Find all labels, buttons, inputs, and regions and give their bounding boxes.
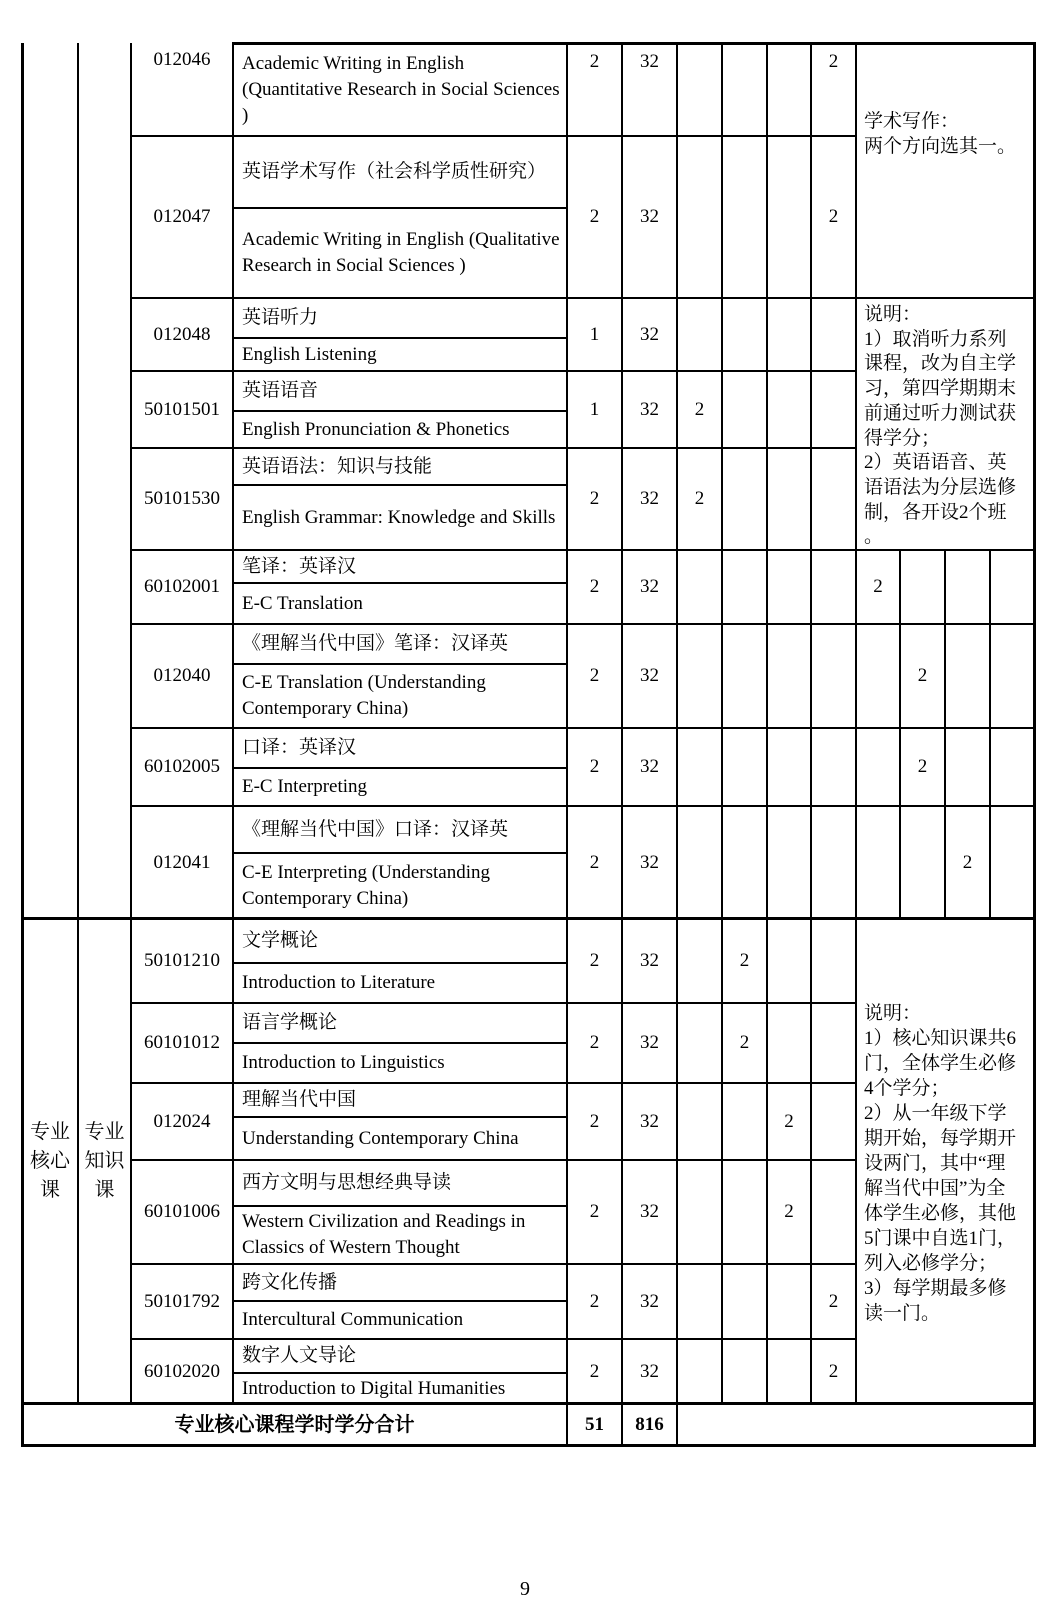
summary-hours: 816 <box>621 1403 678 1447</box>
semester-4-cell <box>810 1159 857 1265</box>
course-name-cn: 英语学术写作（社会科学质性研究） <box>232 135 568 209</box>
semester-5-cell: 2 <box>855 549 901 625</box>
semester-3-cell <box>766 370 812 449</box>
course-code: 012046 <box>130 43 234 137</box>
course-name-en: Academic Writing in English (Qualitative Research in Social Sciences ) <box>232 207 568 299</box>
course-name-en: C-E Interpreting (Understanding Contemporary China) <box>232 852 568 920</box>
summary-label: 专业核心课程学时学分合计 <box>21 1403 568 1447</box>
semester-2-cell <box>721 805 768 920</box>
course-name-cn: 笔译：英译汉 <box>232 549 568 584</box>
semester-4-cell: 2 <box>810 135 857 299</box>
semester-1-cell <box>676 549 723 625</box>
course-name-cn: 跨文化传播 <box>232 1263 568 1302</box>
note-line: 说明： <box>864 1002 922 1024</box>
credits-cell: 1 <box>566 297 623 372</box>
course-name-en: English Grammar: Knowledge and Skills <box>232 484 568 551</box>
semester-4-cell <box>810 1002 857 1084</box>
table-right-border <box>1033 43 1036 1447</box>
hours-cell: 32 <box>621 447 678 551</box>
semester-2-cell <box>721 447 768 551</box>
semester-7-cell <box>944 727 991 807</box>
course-name-en: Academic Writing in English (Quantitative Research in Social Sciences ) <box>232 43 568 137</box>
semester-2-cell <box>721 549 768 625</box>
semester-1-cell <box>676 1263 723 1340</box>
semester-4-cell <box>810 918 857 1004</box>
course-name-cn: 英语语音 <box>232 370 568 412</box>
semester-3-cell <box>766 43 812 137</box>
semester-3-cell <box>766 1002 812 1084</box>
note-line: 课程，改为自主学 <box>864 353 1017 375</box>
note-line: 说明： <box>864 304 922 325</box>
semester-8-cell <box>989 805 1036 920</box>
note-line: 体学生必修，其他 <box>864 1202 1017 1224</box>
semester-3-cell <box>766 447 812 551</box>
hours-cell: 32 <box>621 1263 678 1340</box>
course-name-en: C-E Translation (Understanding Contemporary China) <box>232 663 568 729</box>
course-name-en: English Pronunciation & Phonetics <box>232 410 568 449</box>
semester-3-cell <box>766 549 812 625</box>
note-line: 4个学分； <box>864 1077 950 1099</box>
semester-3-cell <box>766 135 812 299</box>
section-divider-line <box>21 917 1036 920</box>
table-bottom-border <box>21 1444 1036 1447</box>
course-code: 60102005 <box>130 727 234 807</box>
category-label-knowledge <box>77 918 132 1405</box>
course-name-en: English Listening <box>232 337 568 372</box>
semester-1-cell <box>676 43 723 137</box>
hours-cell: 32 <box>621 370 678 449</box>
course-name-cn: 文学概论 <box>232 918 568 964</box>
semester-4-cell <box>810 623 857 729</box>
credits-cell: 2 <box>566 549 623 625</box>
summary-empty-cell <box>676 1403 1036 1447</box>
semester-1-cell <box>676 1338 723 1405</box>
credits-cell: 2 <box>566 1082 623 1161</box>
course-code: 60101006 <box>130 1159 234 1265</box>
hours-cell: 32 <box>621 623 678 729</box>
semester-3-cell <box>766 805 812 920</box>
credits-cell: 2 <box>566 623 623 729</box>
course-name-en: E-C Translation <box>232 582 568 625</box>
summary-credits: 51 <box>566 1403 623 1447</box>
notes-knowledge-courses <box>855 918 1036 1405</box>
note-line: 列入必修学分； <box>864 1252 998 1274</box>
semester-1-cell: 2 <box>676 447 723 551</box>
course-name-en: E-C Interpreting <box>232 767 568 807</box>
course-name-en: Intercultural Communication <box>232 1300 568 1340</box>
note-line: 2）英语语音、英 <box>864 452 1007 474</box>
credits-cell: 2 <box>566 727 623 807</box>
note-line: 学术写作： <box>864 111 960 132</box>
semester-8-cell <box>989 623 1036 729</box>
course-code: 50101792 <box>130 1263 234 1340</box>
semester-3-cell <box>766 1263 812 1340</box>
semester-1-cell <box>676 918 723 1004</box>
semester-2-cell <box>721 1082 768 1161</box>
semester-4-cell: 2 <box>810 1263 857 1340</box>
semester-7-cell <box>944 623 991 729</box>
course-name-cn: 口译：英译汉 <box>232 727 568 769</box>
page-number: 9 <box>520 1578 530 1600</box>
semester-3-cell <box>766 623 812 729</box>
credits-cell: 2 <box>566 1263 623 1340</box>
semester-1-cell <box>676 135 723 299</box>
course-name-en: Understanding Contemporary China <box>232 1116 568 1161</box>
course-name-en: Introduction to Literature <box>232 962 568 1004</box>
credits-cell: 2 <box>566 1159 623 1265</box>
semester-2-cell <box>721 1159 768 1265</box>
semester-7-cell <box>944 549 991 625</box>
semester-6-cell: 2 <box>899 727 946 807</box>
note-line: 得学分； <box>864 427 941 449</box>
category-label-core-line: 课 <box>40 1179 60 1201</box>
credits-cell: 2 <box>566 805 623 920</box>
semester-8-cell <box>989 727 1036 807</box>
hours-cell: 32 <box>621 549 678 625</box>
semester-4-cell <box>810 727 857 807</box>
category-label-core <box>21 918 79 1405</box>
semester-3-cell: 2 <box>766 1159 812 1265</box>
category-label-core-line: 专业 <box>30 1121 70 1143</box>
semester-1-cell <box>676 297 723 372</box>
semester-4-cell <box>810 297 857 372</box>
course-name-cn: 理解当代中国 <box>232 1082 568 1118</box>
semester-2-cell <box>721 297 768 372</box>
note-line: 读一门。 <box>864 1302 941 1324</box>
semester-2-cell <box>721 727 768 807</box>
credits-cell: 2 <box>566 1002 623 1084</box>
note-line: 设两门，其中“理 <box>864 1152 1006 1174</box>
course-code: 60102020 <box>130 1338 234 1405</box>
hours-cell: 32 <box>621 1082 678 1161</box>
note-line: 2）从一年级下学 <box>864 1102 1007 1124</box>
note-line: 5门课中自选1门， <box>864 1227 1017 1249</box>
note-line: 两个方向选其一。 <box>864 136 1017 157</box>
note-line: 。 <box>864 526 884 548</box>
note-line: 解当代中国”为全 <box>864 1177 1006 1199</box>
semester-4-cell <box>810 447 857 551</box>
semester-1-cell: 2 <box>676 370 723 449</box>
semester-7-cell: 2 <box>944 805 991 920</box>
table-top-border <box>232 42 1036 45</box>
note-line: 前通过听力测试获 <box>864 402 1017 424</box>
course-code: 50101210 <box>130 918 234 1004</box>
hours-cell: 32 <box>621 1002 678 1084</box>
notes-listening-grammar <box>855 297 1036 551</box>
course-code: 50101501 <box>130 370 234 449</box>
semester-1-cell <box>676 1159 723 1265</box>
course-code: 50101530 <box>130 447 234 551</box>
table-left-border <box>21 43 24 1447</box>
hours-cell: 32 <box>621 918 678 1004</box>
semester-3-cell <box>766 297 812 372</box>
semester-4-cell <box>810 1082 857 1161</box>
course-name-cn: 语言学概论 <box>232 1002 568 1044</box>
note-line: 习，第四学期期末 <box>864 378 1017 400</box>
hours-cell: 32 <box>621 297 678 372</box>
semester-2-cell <box>721 623 768 729</box>
note-line: 语语法为分层选修 <box>864 476 1017 498</box>
semester-1-cell <box>676 805 723 920</box>
semester-2-cell <box>721 1263 768 1340</box>
category-label-knowledge-line: 知识 <box>84 1150 125 1172</box>
semester-6-cell: 2 <box>899 623 946 729</box>
category-label-core-line: 核心 <box>30 1150 70 1172</box>
note-line: 3）每学期最多修 <box>864 1277 1007 1299</box>
semester-2-cell <box>721 370 768 449</box>
course-code: 60102001 <box>130 549 234 625</box>
credits-cell: 1 <box>566 370 623 449</box>
semester-4-cell <box>810 549 857 625</box>
course-name-cn: 《理解当代中国》笔译：汉译英 <box>232 623 568 665</box>
semester-4-cell <box>810 805 857 920</box>
category-label-knowledge-line: 课 <box>94 1179 115 1201</box>
hours-cell: 32 <box>621 135 678 299</box>
semester-2-cell <box>721 135 768 299</box>
semester-8-cell <box>989 549 1036 625</box>
note-line: 门，全体学生必修 <box>864 1052 1017 1074</box>
category-knowledge-cell-continued <box>77 43 132 920</box>
course-code: 012048 <box>130 297 234 372</box>
semester-6-cell <box>899 549 946 625</box>
course-code: 012047 <box>130 135 234 299</box>
semester-3-cell <box>766 1338 812 1405</box>
hours-cell: 32 <box>621 727 678 807</box>
semester-4-cell: 2 <box>810 1338 857 1405</box>
semester-3-cell <box>766 727 812 807</box>
semester-1-cell <box>676 1082 723 1161</box>
course-name-en: Introduction to Digital Humanities <box>232 1372 568 1405</box>
semester-4-cell: 2 <box>810 43 857 137</box>
semester-4-cell <box>810 370 857 449</box>
course-code: 012040 <box>130 623 234 729</box>
semester-5-cell <box>855 727 901 807</box>
semester-2-cell <box>721 43 768 137</box>
semester-3-cell: 2 <box>766 1082 812 1161</box>
semester-2-cell: 2 <box>721 1002 768 1084</box>
hours-cell: 32 <box>621 1159 678 1265</box>
course-name-cn: 英语语法：知识与技能 <box>232 447 568 486</box>
semester-2-cell: 2 <box>721 918 768 1004</box>
course-code: 012024 <box>130 1082 234 1161</box>
semester-1-cell <box>676 1002 723 1084</box>
course-code: 012041 <box>130 805 234 920</box>
note-line: 期开始，每学期开 <box>864 1127 1017 1149</box>
hours-cell: 32 <box>621 1338 678 1405</box>
course-name-cn: 《理解当代中国》口译：汉译英 <box>232 805 568 854</box>
note-line: 1）核心知识课共6 <box>864 1027 1017 1049</box>
note-line: 制，各开设2个班 <box>864 501 1007 523</box>
hours-cell: 32 <box>621 43 678 137</box>
note-line: 1）取消听力系列 <box>864 328 1007 350</box>
credits-cell: 2 <box>566 43 623 137</box>
course-name-en: Western Civilization and Readings in Classics of Western Thought <box>232 1205 568 1265</box>
credits-cell: 2 <box>566 1338 623 1405</box>
semester-2-cell <box>721 1338 768 1405</box>
semester-1-cell <box>676 727 723 807</box>
notes-writing-direction <box>855 43 1036 299</box>
course-code: 60101012 <box>130 1002 234 1084</box>
course-name-en: Introduction to Linguistics <box>232 1042 568 1084</box>
course-name-cn: 英语听力 <box>232 297 568 339</box>
semester-6-cell <box>899 805 946 920</box>
semester-3-cell <box>766 918 812 1004</box>
semester-1-cell <box>676 623 723 729</box>
credits-cell: 2 <box>566 918 623 1004</box>
course-name-cn: 数字人文导论 <box>232 1338 568 1374</box>
category-label-knowledge-line: 专业 <box>84 1121 125 1143</box>
semester-5-cell <box>855 623 901 729</box>
summary-top-line <box>21 1402 1036 1405</box>
credits-cell: 2 <box>566 135 623 299</box>
semester-5-cell <box>855 805 901 920</box>
course-name-cn: 西方文明与思想经典导读 <box>232 1159 568 1207</box>
credits-cell: 2 <box>566 447 623 551</box>
hours-cell: 32 <box>621 805 678 920</box>
category-core-cell-continued <box>21 43 79 920</box>
